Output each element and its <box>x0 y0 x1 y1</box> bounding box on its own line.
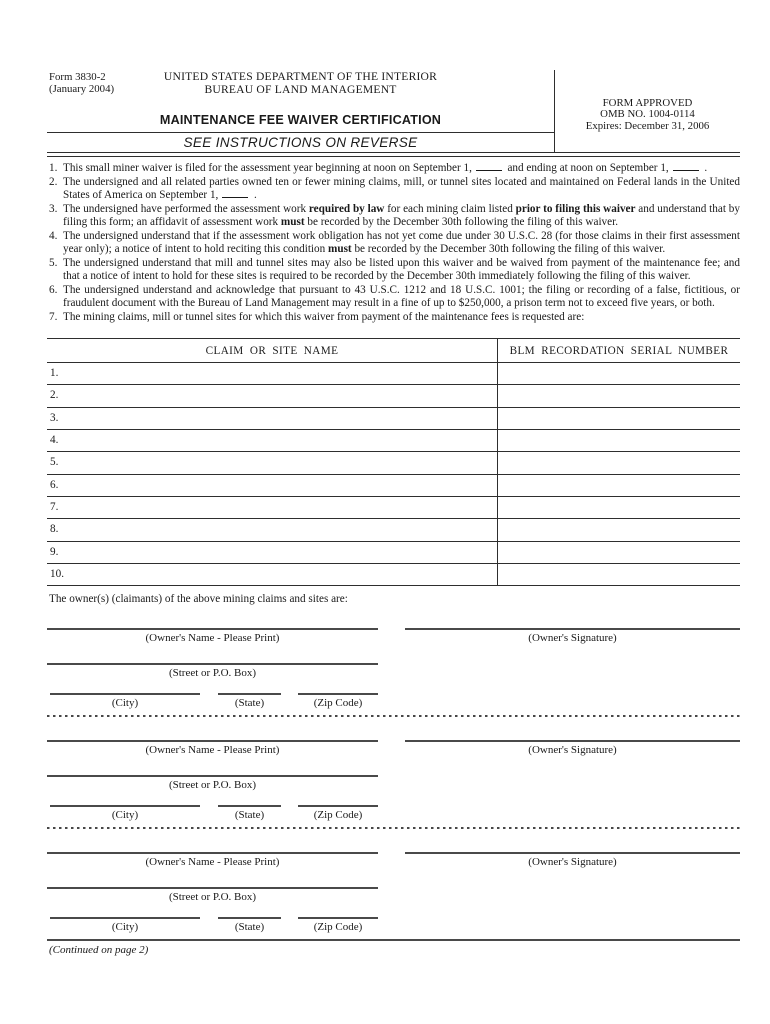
city-label: (City) <box>111 921 139 934</box>
owner-signature-label: (Owner's Signature) <box>528 856 617 869</box>
owner-street-row <box>47 663 740 679</box>
claim-name-cell[interactable] <box>47 363 497 385</box>
claims-table-row <box>47 563 740 585</box>
owner-signature-field <box>405 740 740 756</box>
claim-name-cell[interactable] <box>47 385 497 407</box>
certification-item <box>47 230 740 257</box>
zip-label: (Zip Code) <box>313 697 363 710</box>
state-label: (State) <box>234 809 265 822</box>
item-number: 5. <box>49 256 58 269</box>
zip-field <box>298 693 378 709</box>
state-field <box>218 805 281 821</box>
form-approved-text: FORM APPROVED <box>602 96 693 109</box>
claims-table-row <box>47 430 740 452</box>
item-number: 3. <box>49 202 58 215</box>
owner-separator <box>47 827 740 829</box>
item-text: The undersigned understand that if the assessment work obligation has not yet come due under 30 U.S.C. 28 (for those claims in their first assessment year only); a notice of intent to hold reciting this condition must be recorded by the December 30th following the filing of this waiver. <box>63 229 740 256</box>
owner-signature-label: (Owner's Signature) <box>528 632 617 645</box>
item-text: The undersigned and all related parties owned ten or fewer mining claims, mill, or tunnel sites located and maintained on Federal lands in the United States of America on September 1, . <box>63 175 740 202</box>
owners-intro: The owner(s) (claimants) of the above mining claims and sites are: <box>49 593 348 606</box>
expires-date: Expires: December 31, 2006 <box>585 119 710 132</box>
claim-name-cell[interactable] <box>47 541 497 563</box>
certification-list <box>47 162 740 324</box>
item-number: 6. <box>49 283 58 296</box>
form-title: MAINTENANCE FEE WAIVER CERTIFICATION <box>47 113 554 133</box>
owner-name-label: (Owner's Name - Please Print) <box>145 744 280 757</box>
claim-name-cell[interactable] <box>47 452 497 474</box>
owner-name-signature-row <box>47 740 740 756</box>
claims-table-row <box>47 363 740 385</box>
claim-row-number: 7. <box>50 500 59 513</box>
street-label: (Street or P.O. Box) <box>168 891 257 904</box>
item-number: 1. <box>49 162 58 175</box>
serial-number-cell[interactable] <box>497 363 740 385</box>
claim-row-number: 6. <box>50 478 59 491</box>
owner-name-signature-row <box>47 852 740 868</box>
claim-row-number: 5. <box>50 456 59 469</box>
item-number: 4. <box>49 229 58 242</box>
owner-name-signature-row <box>47 628 740 644</box>
owner-name-label: (Owner's Name - Please Print) <box>145 632 280 645</box>
city-field <box>50 917 200 933</box>
owner-city-state-zip-row <box>47 917 740 933</box>
owner-name-field <box>47 628 378 644</box>
owner-block <box>47 628 740 717</box>
state-field <box>218 693 281 709</box>
street-label: (Street or P.O. Box) <box>168 667 257 680</box>
field-spacer <box>378 740 405 756</box>
state-label: (State) <box>234 697 265 710</box>
serial-number-cell[interactable] <box>497 519 740 541</box>
field-spacer <box>378 852 405 868</box>
street-field <box>47 663 378 679</box>
owner-street-row <box>47 887 740 903</box>
street-label: (Street or P.O. Box) <box>168 779 257 792</box>
claims-table-row <box>47 452 740 474</box>
claim-name-cell[interactable] <box>47 430 497 452</box>
serial-number-cell[interactable] <box>497 430 740 452</box>
owner-block <box>47 852 740 933</box>
zip-label: (Zip Code) <box>313 809 363 822</box>
serial-number-cell[interactable] <box>497 385 740 407</box>
serial-number-cell[interactable] <box>497 407 740 429</box>
serial-number-cell[interactable] <box>497 563 740 585</box>
form-number: Form 3830-2 <box>49 71 106 83</box>
serial-number-cell[interactable] <box>497 496 740 518</box>
item-text: The mining claims, mill or tunnel sites for which this waiver from payment of the maintenance fees is requested are: <box>63 310 585 323</box>
claim-name-cell[interactable] <box>47 407 497 429</box>
certification-item <box>47 311 740 325</box>
claims-table-row <box>47 496 740 518</box>
street-field <box>47 887 378 903</box>
claims-table-row <box>47 519 740 541</box>
owner-signature-field <box>405 852 740 868</box>
agency-name-line2: BUREAU OF LAND MANAGEMENT <box>204 82 397 96</box>
header-divider-rule <box>47 152 740 157</box>
claims-table-row <box>47 541 740 563</box>
continued-note: (Continued on page 2) <box>49 944 149 957</box>
form-revision: (January 2004) <box>49 83 115 96</box>
certification-item <box>47 284 740 311</box>
form-number-block <box>49 71 114 95</box>
fill-in-blank[interactable] <box>222 189 248 198</box>
omb-number: OMB NO. 1004-0114 <box>600 108 695 121</box>
claim-row-number: 2. <box>50 389 59 402</box>
claims-table <box>47 338 740 586</box>
owner-street-row <box>47 775 740 791</box>
state-label: (State) <box>234 921 265 934</box>
zip-label: (Zip Code) <box>313 921 363 934</box>
claim-row-number: 4. <box>50 434 59 447</box>
zip-field <box>298 805 378 821</box>
item-text: The undersigned understand and acknowledge that pursuant to 43 U.S.C. 1212 and 18 U.S.C. 1001; the filing or recording of a false, fictitious, or fraudulent document with the Bureau of Land Management may result in a fine of up to $250,000, a prison term not to exceed five years, or both. <box>63 283 740 310</box>
form-header <box>47 70 740 152</box>
certification-item <box>47 257 740 284</box>
header-left <box>47 70 554 152</box>
field-spacer <box>378 628 405 644</box>
fill-in-blank[interactable] <box>673 162 699 171</box>
claims-table-header-row <box>47 339 740 363</box>
owner-city-state-zip-row <box>47 693 740 709</box>
owner-blocks <box>47 628 740 933</box>
certification-item <box>47 203 740 230</box>
form-subtitle: SEE INSTRUCTIONS ON REVERSE <box>183 135 418 151</box>
serial-number-cell[interactable] <box>497 452 740 474</box>
certification-item <box>47 162 740 176</box>
claims-table-row <box>47 385 740 407</box>
claim-row-number: 3. <box>50 411 59 424</box>
form-content <box>47 70 740 956</box>
agency-name-line1: UNITED STATES DEPARTMENT OF THE INTERIOR <box>163 70 438 83</box>
owner-signature-field <box>405 628 740 644</box>
street-field <box>47 775 378 791</box>
claim-row-number: 1. <box>50 367 59 380</box>
owner-block <box>47 740 740 829</box>
fill-in-blank[interactable] <box>476 162 502 171</box>
claim-name-cell[interactable] <box>47 496 497 518</box>
claim-name-header: CLAIM OR SITE NAME <box>47 339 497 363</box>
omb-approval-block <box>554 70 740 152</box>
claim-name-cell[interactable] <box>47 474 497 496</box>
bottom-rule <box>47 939 740 941</box>
claim-row-number: 8. <box>50 523 59 536</box>
city-label: (City) <box>111 697 139 710</box>
serial-number-cell[interactable] <box>497 541 740 563</box>
zip-field <box>298 917 378 933</box>
owner-name-field <box>47 852 378 868</box>
certification-item <box>47 176 740 203</box>
city-field <box>50 693 200 709</box>
owner-name-field <box>47 740 378 756</box>
item-text: This small miner waiver is filed for the assessment year beginning at noon on September 1, and ending at noon on September 1, . <box>63 162 708 175</box>
claim-row-number: 9. <box>50 545 59 558</box>
item-number: 7. <box>49 310 58 323</box>
item-text: The undersigned have performed the assessment work required by law for each mining claim listed prior to filing this waiver and understand that by filing this form; an affidavit of assessment work must be recorded by the December 30th following the filing of this waiver. <box>63 202 740 229</box>
city-field <box>50 805 200 821</box>
claims-table-row <box>47 407 740 429</box>
item-text: The undersigned understand that mill and tunnel sites may also be listed upon this waiver and be waived from payment of the maintenance fee; and that a notice of intent to hold for these sites is required to be recorded by the December 30th immediately following the filing of this waiver. <box>63 256 740 283</box>
serial-number-header: BLM RECORDATION SERIAL NUMBER <box>497 339 740 363</box>
claim-name-cell[interactable] <box>47 519 497 541</box>
owner-name-label: (Owner's Name - Please Print) <box>145 856 280 869</box>
serial-number-cell[interactable] <box>497 474 740 496</box>
claim-row-number: 10. <box>50 567 64 580</box>
claim-name-cell[interactable] <box>47 563 497 585</box>
owner-city-state-zip-row <box>47 805 740 821</box>
city-label: (City) <box>111 809 139 822</box>
owner-separator <box>47 715 740 717</box>
state-field <box>218 917 281 933</box>
item-number: 2. <box>49 175 58 188</box>
owner-signature-label: (Owner's Signature) <box>528 744 617 757</box>
claims-table-row <box>47 474 740 496</box>
